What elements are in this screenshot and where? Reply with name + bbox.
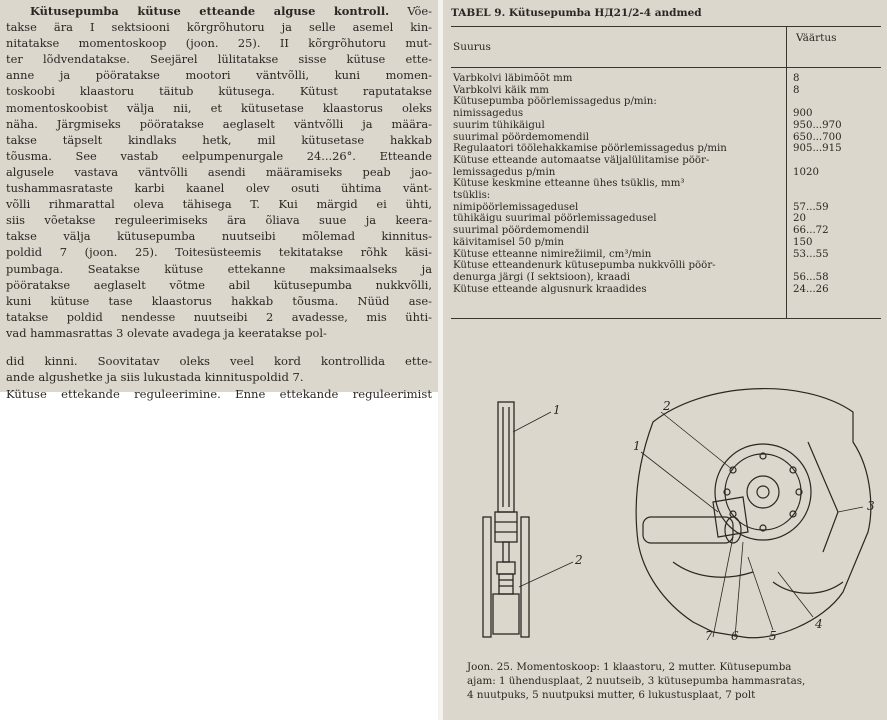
table-cell-value: 905...915 [793,143,842,155]
table-cell-value: 56...58 [793,271,829,283]
caption-line-2: ajam: 1 ühendusplaat, 2 nuutseib, 3 kütusepumba hammasratas, [467,675,806,687]
paragraph-continuation [6,353,432,385]
table-cell-param: tsüklis: [453,190,491,201]
table-cell-value: 8 [793,73,800,84]
figure-labels [553,399,875,643]
caption-line-1: Joon. 25. Momentoskoop: 1 klaastoru, 2 mutter. Kütusepumba [467,661,792,673]
table-row [451,178,881,189]
table-row [451,249,881,260]
figure-label-7: 7 [705,629,713,643]
table-header-separator [451,67,881,68]
table-cell-value: 20 [793,213,806,225]
paragraph-line: did kinni. Soovitatav oleks veel kord kontrollida ette- [6,354,432,368]
table-cell-value: 24...26 [793,283,829,295]
table-cell-param: suurimal pöördemomendil [453,131,589,143]
figure-label-2: 2 [663,399,671,413]
table-row [451,143,881,154]
paragraph-cut-off-line [6,386,432,401]
table-cell-param: Kütuse etteande automaatse väljalülitamise pöör- [453,154,710,166]
table-cell-param: tühikäigu suurimal pöörlemissagedusel [453,213,657,225]
line-text: Võe- [389,4,432,18]
table-cell-value: 900 [793,108,813,120]
table-row [451,284,881,295]
paragraph-line: nitatakse momentoskoop (joon. 25). II kõrgrõhutoru mut- [6,36,432,51]
caption-line-3: 4 nuutpuks, 5 nuutpuksi mutter, 6 lukustusplaat, 7 polt [467,689,756,701]
paragraph-line: pööratakse aeglaselt võtme abil kütusepumba nukkvõlli, [6,277,432,292]
figure-label-6: 6 [731,629,739,643]
paragraph-line: takse välja kütusepumba nuutseibi mõlemad kinnitus- [6,229,432,244]
table-cell-value: 950...970 [793,119,842,131]
paragraph-line: ande algushetke ja siis lukustada kinnituspoldid 7. [6,370,304,385]
table-row [451,155,881,166]
paragraph-line: tatakse poldid nendesse nuutseibi 2 avadesse, mis ühti- [6,309,432,324]
figure-label-1: 1 [633,439,641,453]
table-cell-param: Kütuse etteande algusnurk kraadides [453,283,647,295]
table-row [451,213,881,224]
paragraph-line: ter lõdvendatakse. Seejärel lülitatakse sisse kütuse ette- [6,52,432,67]
paragraph-line: tushammasrataste karbi kaanel olev osuti ühtima vänt- [6,181,432,196]
pump-drive-drawing [636,389,871,638]
left-page-fragment [0,0,438,401]
table-cell-param: Varbkolvi käik mm [453,84,549,96]
figure-leaders [513,412,863,637]
table-row [451,120,881,131]
table-row [451,260,881,271]
table-cell-value: 8 [793,84,800,96]
momentoscope-drawing [483,402,529,637]
cut-line: Kütuse ettekande reguleerimine. Enne ettekande reguleerimist [6,387,432,401]
table-header-value: Väärtus [796,32,837,44]
table-title: TABEL 9. Kütusepumba НД21/2-4 andmed [451,7,702,19]
table-cell-param: denurga järgi (I sektsioon), kraadi [453,271,630,283]
table-row [451,237,881,248]
table-cell-param: Regulaatori töölehakkamise pöörlemissagedus p/min [453,143,727,155]
table-cell-value: 1020 [793,166,819,178]
paragraph-line: võlli rihmarattal oleva tähisega T. Kui märgid ei ühti, [6,197,432,212]
table-row [451,85,881,96]
paragraph-line: momentoskoobist välja nii, et kütusetase klaastorus oleks [6,100,432,115]
figure-label-4: 4 [815,617,823,631]
table-cell-param: käivitamisel 50 p/min [453,236,564,248]
table-cell-param: Kütuse etteanne nimirežiimil, cm³/min [453,248,652,260]
paragraph-line: takse täpselt kindlaks hetk, mil kütusetase hakkab [6,132,432,147]
paragraph-line: algusele vastava väntvõlli asendi määramiseks peab jao- [6,164,432,179]
paragraph-line: siis võetakse reguleerimiseks ära õliava suue ja keera- [6,213,432,228]
table-cell-param: nimipöörlemissagedusel [453,201,579,213]
table-row [451,132,881,143]
table-cell-param: nimissagedus [453,108,524,120]
paragraph-line: kuni kütuse tase klaastorus hakkab tõusma. Nüüd ase- [6,293,432,308]
paragraph-line: toskoobi klaastoru täitub kütusega. Kütust raputatakse [6,84,432,99]
table-bottom-rule [451,318,881,319]
section-heading: Kütusepumba kütuse etteande alguse kontroll. [30,4,390,18]
figure-label-3: 3 [867,499,875,513]
table-row [451,225,881,236]
table-header-param: Suurus [453,41,491,53]
table-cell-param: suurimal pöördemomendil [453,225,589,237]
table-cell-param: Kütuse etteandenurk kütusepumba nukkvõlli pöör- [453,260,716,272]
paragraph-line: näha. Järgmiseks pööratakse aeglaselt väntvõlli ja määra- [6,116,432,131]
figure-label-5: 5 [769,629,777,643]
table-row [451,73,881,84]
table-row [451,108,881,119]
paragraph-line [6,3,432,19]
figure-label-left-1: 1 [553,403,561,417]
table-cell-param: Varbkolvi läbimõõt mm [453,73,573,84]
paragraph-line: pumbaga. Seatakse kütuse ettekanne maksimaalseks ja [6,261,432,276]
table-cell-param: suurim tühikäigul [453,119,545,131]
table-cell-param: lemissagedus p/min [453,166,556,178]
table-row [451,167,881,178]
figure-caption [467,660,887,702]
paragraph-line: poldid 7 (joon. 25). Toitesüsteemis tekitatakse rõhk käsi- [6,245,432,260]
table-cell-value: 53...55 [793,248,829,260]
figure-25-drawing [443,382,887,662]
table-cell-value: 650...700 [793,131,842,143]
paragraph-fuel-start-check [6,3,432,341]
table-cell-value: 150 [793,236,813,248]
table-cell-value: 66...72 [793,225,829,237]
paragraph-line: anne ja pööratakse mootori väntvõlli, kuni momen- [6,68,432,83]
table-row [451,202,881,213]
paragraph-line: takse ära I sektsiooni kõrgrõhutoru ja selle asemel kin- [6,20,432,35]
paragraph-line: tõusma. See vastab eelpumpenurgale 24...26°. Etteande [6,148,432,163]
table-row [451,96,881,107]
table-cell-param: Kütusepumba pöörlemissagedus p/min: [453,96,657,108]
paragraph-line: vad hammasrattas 3 olevate avadega ja keeratakse pol- [6,325,327,340]
table-cell-value: 57...59 [793,201,829,213]
figure-label-left-2: 2 [575,553,583,567]
table-row [451,272,881,283]
table-row [451,190,881,201]
data-table [451,26,881,319]
table-cell-param: Kütuse keskmine etteanne ühes tsüklis, mm³ [453,178,685,190]
